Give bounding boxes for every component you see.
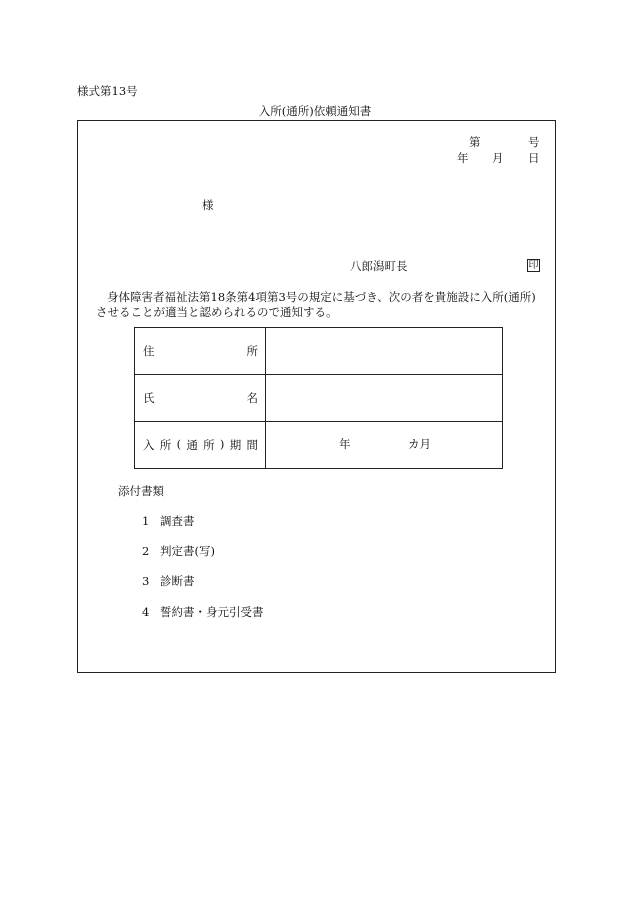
table-row-period xyxy=(135,422,503,469)
label-char: 住 xyxy=(143,344,155,358)
label-char: 入 xyxy=(143,438,155,452)
address-label xyxy=(135,328,266,375)
period-month-unit: カ月 xyxy=(408,437,431,451)
table-row-address xyxy=(135,328,503,375)
seal-mark: 印 xyxy=(528,260,539,271)
table-row-name xyxy=(135,375,503,422)
label-char: 間 xyxy=(246,438,258,452)
form-number: 様式第13号 xyxy=(77,84,138,98)
label-char: 氏 xyxy=(143,391,155,405)
period-value xyxy=(266,422,503,469)
attachments-heading: 添付書類 xyxy=(118,484,164,498)
body-text-line-2: させることが適当と認められるので通知する。 xyxy=(96,305,338,319)
attachment-item: 診断書 xyxy=(160,574,195,588)
attachment-item: 判定書(写) xyxy=(160,544,215,558)
attachment-item: 調査書 xyxy=(160,514,195,528)
date-year: 年 xyxy=(457,151,469,165)
attachment-number: 1 xyxy=(142,514,150,528)
addressee-suffix: 様 xyxy=(202,198,214,212)
attachment-number: 3 xyxy=(142,574,150,588)
label-char: ( xyxy=(176,437,182,451)
label-char: 期 xyxy=(229,438,242,452)
body-text-line-1: 身体障害者福祉法第18条第4項第3号の規定に基づき、次の者を貴施設に入所(通所) xyxy=(107,290,536,304)
label-char: 通 xyxy=(186,438,198,452)
label-char: 所 xyxy=(246,344,258,358)
number-suffix: 号 xyxy=(528,135,540,149)
applicant-info-table xyxy=(134,327,503,469)
number-prefix: 第 xyxy=(469,135,481,149)
name-value xyxy=(266,375,503,422)
label-char: 所 xyxy=(159,438,172,452)
label-char: ) xyxy=(219,437,225,451)
attachment-number: 4 xyxy=(142,605,150,619)
label-char: 所 xyxy=(203,438,215,452)
date-day: 日 xyxy=(528,151,540,165)
name-label xyxy=(135,375,266,422)
date-month: 月 xyxy=(492,151,504,165)
document-title: 入所(通所)依頼通知書 xyxy=(258,104,372,118)
sender-name: 八郎潟町長 xyxy=(350,259,408,273)
period-year-unit: 年 xyxy=(339,437,351,451)
period-label xyxy=(135,422,266,469)
attachment-number: 2 xyxy=(142,544,150,558)
label-char: 名 xyxy=(246,391,258,405)
attachment-item: 誓約書・身元引受書 xyxy=(160,605,264,619)
address-value xyxy=(266,328,503,375)
